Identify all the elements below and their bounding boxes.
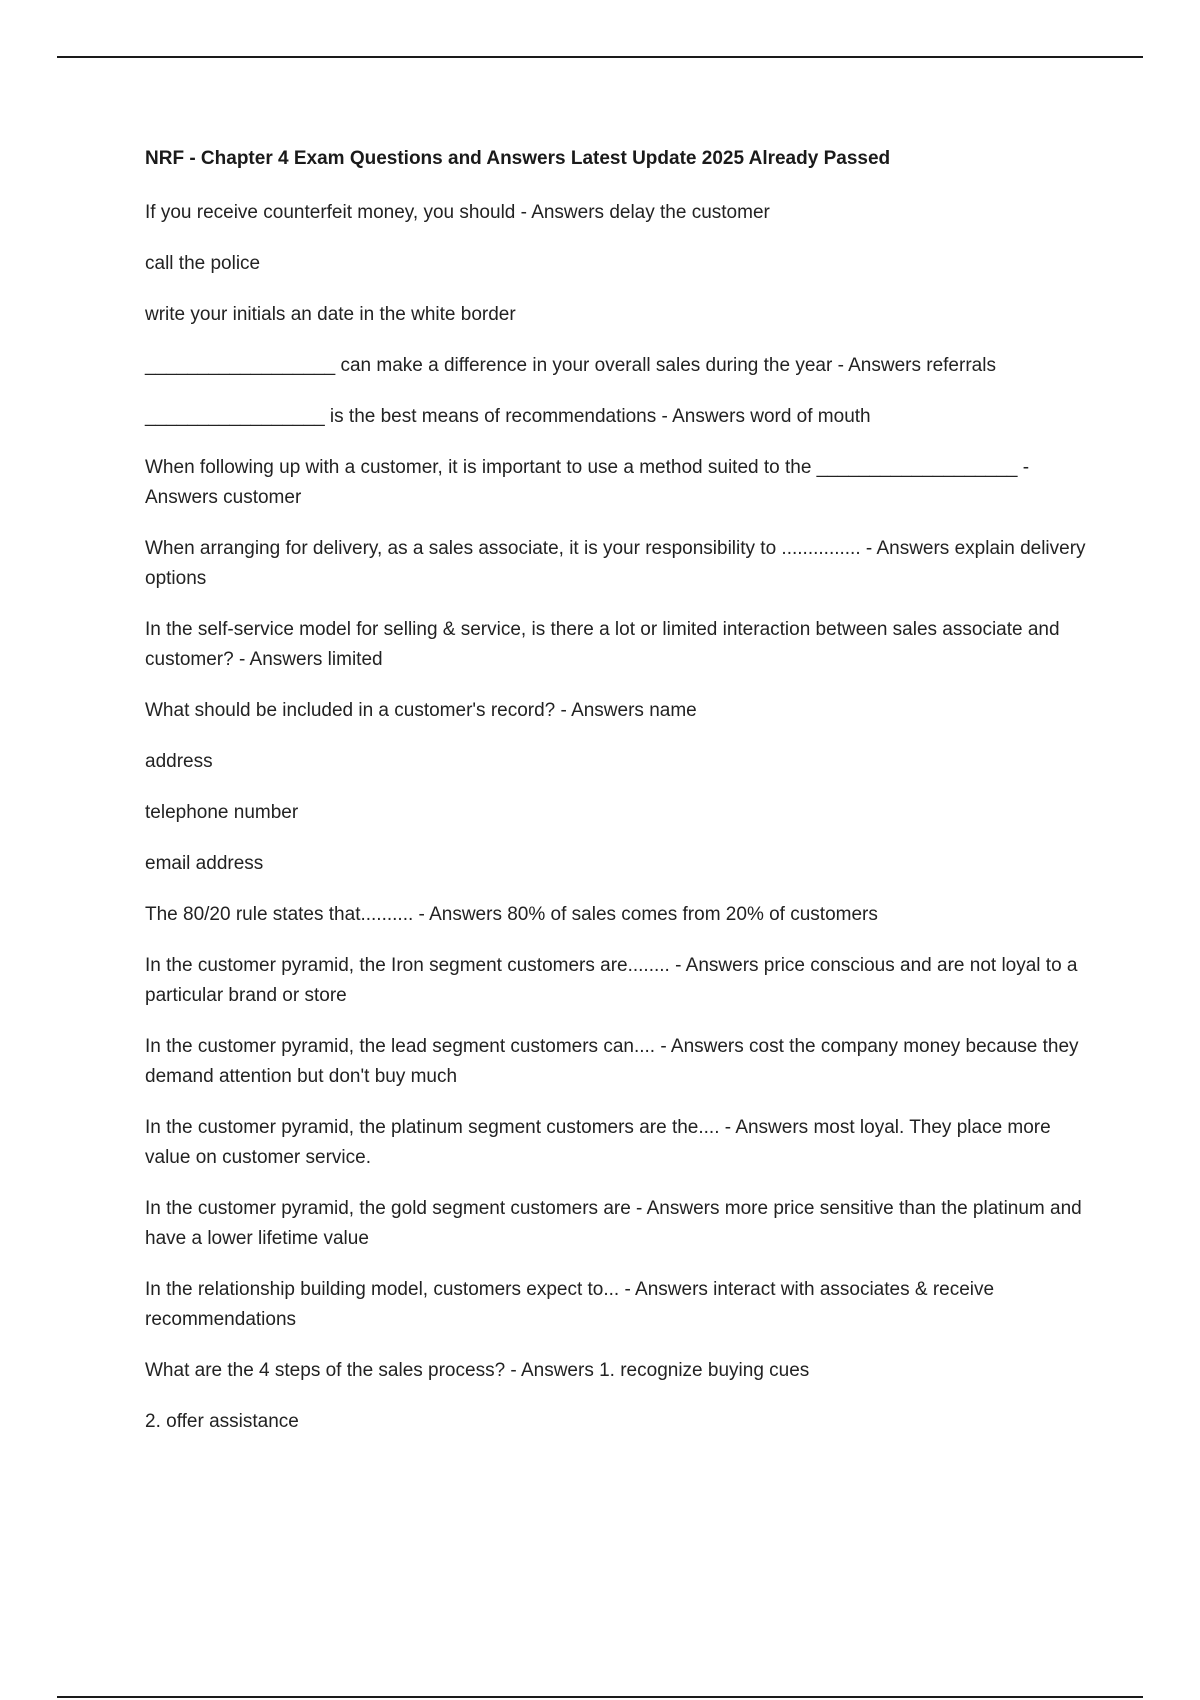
top-rule: [57, 56, 1143, 58]
bottom-rule: [57, 1696, 1143, 1698]
paragraph: write your initials an date in the white border: [145, 304, 516, 325]
paragraph: What are the 4 steps of the sales process? - Answers 1. recognize buying cues: [145, 1360, 810, 1381]
paragraph: __________________ can make a difference in your overall sales during the year - Answers referrals: [145, 355, 996, 376]
document-title: NRF - Chapter 4 Exam Questions and Answers Latest Update 2025 Already Passed: [145, 148, 891, 169]
paragraph: In the self-service model for selling & service, is there a lot or limited interaction between sales associate and customer? - Answers limited: [145, 619, 1060, 670]
paragraph: In the customer pyramid, the gold segment customers are - Answers more price sensitive than the platinum and have a lower lifetime value: [145, 1198, 1082, 1249]
paragraph: When following up with a customer, it is important to use a method suited to the ___________________ - Answers customer: [145, 457, 1030, 508]
paragraph: The 80/20 rule states that.......... - Answers 80% of sales comes from 20% of customers: [145, 904, 878, 925]
paragraph: In the relationship building model, customers expect to... - Answers interact with associates & receive recommendations: [145, 1279, 995, 1330]
paragraph: telephone number: [145, 802, 299, 823]
paragraph: address: [145, 751, 213, 772]
document-body: [145, 147, 1090, 1458]
paragraph: If you receive counterfeit money, you should - Answers delay the customer: [145, 202, 770, 223]
paragraph: In the customer pyramid, the lead segment customers can.... - Answers cost the company money because they demand attention but don't buy much: [145, 1036, 1079, 1087]
paragraph: 2. offer assistance: [145, 1411, 299, 1432]
paragraph: What should be included in a customer's record? - Answers name: [145, 700, 697, 721]
paragraph: email address: [145, 853, 264, 874]
paragraph: call the police: [145, 253, 261, 274]
paragraph: _________________ is the best means of recommendations - Answers word of mouth: [145, 406, 871, 427]
paragraph: In the customer pyramid, the platinum segment customers are the.... - Answers most loyal. They place more value on customer service.: [145, 1117, 1051, 1168]
paragraph: When arranging for delivery, as a sales associate, it is your responsibility to ............... - Answers explain delivery options: [145, 538, 1086, 589]
paragraph: In the customer pyramid, the Iron segment customers are........ - Answers price conscious and are not loyal to a particular brand or store: [145, 955, 1078, 1006]
